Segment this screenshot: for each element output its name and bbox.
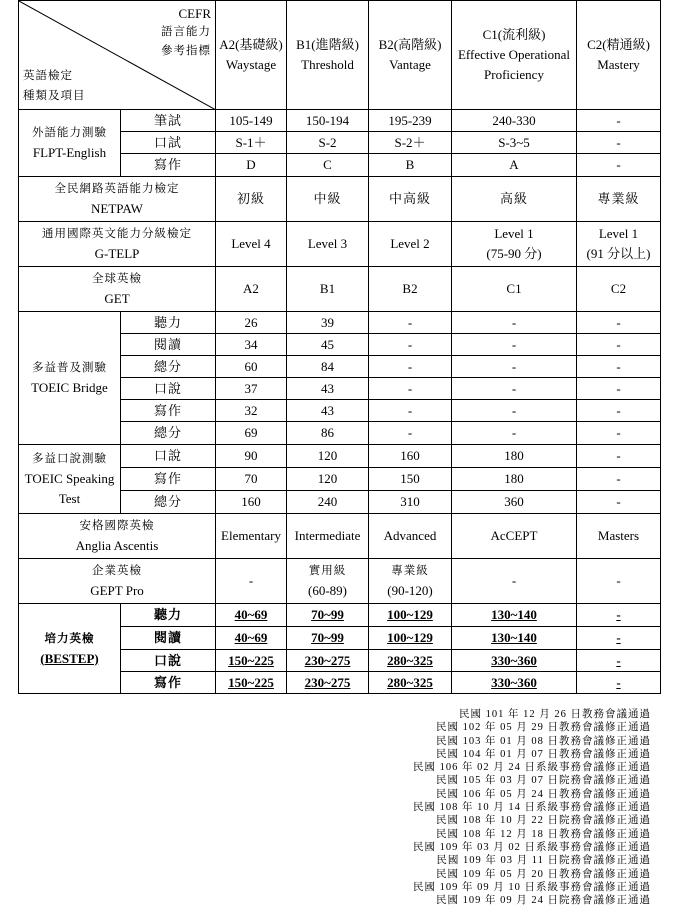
corner-header-cell: [19, 1, 216, 110]
item-label: 口說: [121, 650, 216, 672]
item-label: 寫作: [121, 468, 216, 491]
score-cell: S-2: [287, 132, 369, 154]
score-cell: Advanced: [369, 514, 452, 559]
score-cell: C1: [452, 267, 577, 312]
item-label: 寫作: [121, 672, 216, 694]
score-cell: -: [577, 312, 661, 334]
score-cell: -: [216, 559, 287, 604]
score-cell: 280~325: [369, 650, 452, 672]
score-cell: -: [452, 422, 577, 445]
approval-note: 民國 109 年 03 月 11 日院務會議修正通過: [436, 855, 651, 867]
test-name-toeic-speaking: 多益口說測驗 TOEIC Speaking Test: [19, 445, 121, 514]
item-label: 總分: [121, 422, 216, 445]
score-cell: 310: [369, 491, 452, 514]
score-cell: S-3~5: [452, 132, 577, 154]
corner-cefr: CEFR: [178, 6, 211, 21]
score-cell: 40~69: [216, 627, 287, 650]
item-label: 寫作: [121, 400, 216, 422]
score-cell: -: [577, 468, 661, 491]
test-name-bestep: 培力英檢 (BESTEP): [19, 604, 121, 694]
score-cell: 150~225: [216, 650, 287, 672]
score-cell: Level 1 (75-90 分): [452, 222, 577, 267]
score-cell: 37: [216, 378, 287, 400]
approval-note: 民國 101 年 12 月 26 日教務會議通過: [459, 709, 651, 720]
score-cell: 34: [216, 334, 287, 356]
score-cell: 86: [287, 422, 369, 445]
score-cell: A: [452, 154, 577, 177]
test-name-anglia: 安格國際英檢 Anglia Ascentis: [19, 514, 216, 559]
score-cell: 180: [452, 445, 577, 468]
score-cell: -: [577, 604, 661, 627]
test-name-toeic-bridge: 多益普及測驗 TOEIC Bridge: [19, 312, 121, 445]
approval-note: 民國 108 年 10 月 14 日系級事務會議修正通過: [413, 802, 651, 814]
item-label: 閱讀: [121, 334, 216, 356]
score-cell: -: [452, 378, 577, 400]
score-cell: 39: [287, 312, 369, 334]
level-header-b2: B2(高階級) Vantage: [369, 1, 452, 110]
score-cell: 180: [452, 468, 577, 491]
score-cell: -: [369, 400, 452, 422]
score-cell: Level 1 (91 分以上): [577, 222, 661, 267]
approval-note: 民國 106 年 02 月 24 日系級事務會議修正通過: [413, 762, 651, 774]
score-cell: Level 4: [216, 222, 287, 267]
score-cell: B: [369, 154, 452, 177]
level-header-b1: B1(進階級) Threshold: [287, 1, 369, 110]
score-cell: 43: [287, 378, 369, 400]
score-cell: Level 3: [287, 222, 369, 267]
score-cell: C: [287, 154, 369, 177]
test-name-netpaw: 全民網路英語能力檢定 NETPAW: [19, 177, 216, 222]
score-cell: 中級: [287, 177, 369, 222]
score-cell: -: [452, 400, 577, 422]
score-cell: 32: [216, 400, 287, 422]
score-cell: 69: [216, 422, 287, 445]
score-cell: 160: [369, 445, 452, 468]
corner-test-type: 英語檢定: [23, 70, 73, 82]
item-label: 閱讀: [121, 627, 216, 650]
score-cell: 195-239: [369, 110, 452, 132]
score-cell: D: [216, 154, 287, 177]
level-header-c1: C1(流利級) Effective Operational Proficiency: [452, 1, 577, 110]
item-label: 口說: [121, 445, 216, 468]
score-cell: Elementary: [216, 514, 287, 559]
score-cell: B2: [369, 267, 452, 312]
score-cell: 330~360: [452, 650, 577, 672]
score-cell: 70~99: [287, 627, 369, 650]
approval-note: 民國 108 年 10 月 22 日院務會議修正通過: [436, 815, 651, 827]
score-cell: -: [452, 312, 577, 334]
score-cell: -: [369, 312, 452, 334]
score-cell: S-2＋: [369, 132, 452, 154]
score-cell: -: [577, 378, 661, 400]
score-cell: 130~140: [452, 604, 577, 627]
score-cell: 100~129: [369, 604, 452, 627]
corner-test-item: 種類及項目: [23, 90, 86, 102]
score-cell: 初級: [216, 177, 287, 222]
approval-note: 民國 104 年 01 月 07 日教務會議修正通過: [436, 748, 651, 760]
score-cell: 84: [287, 356, 369, 378]
score-cell: -: [452, 559, 577, 604]
item-label: 筆試: [121, 110, 216, 132]
cefr-mapping-table: [18, 0, 661, 694]
score-cell: 26: [216, 312, 287, 334]
score-cell: 45: [287, 334, 369, 356]
approval-note: 民國 108 年 12 月 18 日教務會議修正通過: [436, 828, 651, 840]
score-cell: Intermediate: [287, 514, 369, 559]
score-cell: 專業級 (90-120): [369, 559, 452, 604]
score-cell: -: [577, 445, 661, 468]
score-cell: 高級: [452, 177, 577, 222]
test-name-gtelp: 通用國際英文能力分級檢定 G-TELP: [19, 222, 216, 267]
test-name-flpt: 外語能力測驗 FLPT-English: [19, 110, 121, 177]
score-cell: -: [577, 491, 661, 514]
score-cell: 70~99: [287, 604, 369, 627]
score-cell: -: [577, 422, 661, 445]
score-cell: Masters: [577, 514, 661, 559]
level-header-a2: A2(基礎級) Waystage: [216, 1, 287, 110]
score-cell: 360: [452, 491, 577, 514]
score-cell: 240: [287, 491, 369, 514]
approval-note: 民國 105 年 03 月 07 日院務會議修正通過: [436, 775, 651, 787]
score-cell: 100~129: [369, 627, 452, 650]
score-cell: S-1＋: [216, 132, 287, 154]
item-label: 聽力: [121, 312, 216, 334]
score-cell: -: [577, 627, 661, 650]
score-cell: 130~140: [452, 627, 577, 650]
score-cell: 120: [287, 445, 369, 468]
score-cell: -: [369, 422, 452, 445]
approval-note: 民國 106 年 05 月 24 日教務會議修正通過: [436, 788, 651, 800]
score-cell: -: [369, 356, 452, 378]
score-cell: 中高級: [369, 177, 452, 222]
score-cell: 150: [369, 468, 452, 491]
score-cell: -: [369, 378, 452, 400]
approval-history: [413, 708, 651, 907]
item-label: 口試: [121, 132, 216, 154]
score-cell: 105-149: [216, 110, 287, 132]
approval-note: 民國 109 年 09 月 24 日院務會議修正通過: [436, 895, 651, 907]
score-cell: 40~69: [216, 604, 287, 627]
score-cell: B1: [287, 267, 369, 312]
approval-note: 民國 102 年 05 月 29 日教務會議修正通過: [436, 722, 651, 734]
score-cell: 70: [216, 468, 287, 491]
approval-note: 民國 109 年 09 月 10 日系級事務會議修正通過: [413, 881, 651, 893]
score-cell: 60: [216, 356, 287, 378]
test-name-get: 全球英檢 GET: [19, 267, 216, 312]
score-cell: 330~360: [452, 672, 577, 694]
score-cell: -: [577, 334, 661, 356]
score-cell: 230~275: [287, 650, 369, 672]
item-label: 口說: [121, 378, 216, 400]
score-cell: 90: [216, 445, 287, 468]
score-cell: AcCEPT: [452, 514, 577, 559]
score-cell: -: [577, 400, 661, 422]
score-cell: A2: [216, 267, 287, 312]
score-cell: 240-330: [452, 110, 577, 132]
score-cell: C2: [577, 267, 661, 312]
score-cell: -: [577, 154, 661, 177]
score-cell: 230~275: [287, 672, 369, 694]
score-cell: -: [577, 650, 661, 672]
score-cell: -: [577, 132, 661, 154]
level-header-c2: C2(精通級) Mastery: [577, 1, 661, 110]
score-cell: -: [577, 672, 661, 694]
corner-language-ability: 語言能力: [161, 26, 211, 38]
score-cell: 實用級 (60-89): [287, 559, 369, 604]
item-label: 寫作: [121, 154, 216, 177]
score-cell: 43: [287, 400, 369, 422]
score-cell: -: [452, 356, 577, 378]
score-cell: 150~225: [216, 672, 287, 694]
score-cell: 120: [287, 468, 369, 491]
score-cell: -: [369, 334, 452, 356]
item-label: 聽力: [121, 604, 216, 627]
score-cell: 150-194: [287, 110, 369, 132]
item-label: 總分: [121, 491, 216, 514]
approval-note: 民國 103 年 01 月 08 日教務會議修正通過: [436, 735, 651, 747]
score-cell: 280~325: [369, 672, 452, 694]
approval-note: 民國 109 年 05 月 20 日教務會議修正通過: [436, 868, 651, 880]
score-cell: -: [577, 559, 661, 604]
score-cell: 160: [216, 491, 287, 514]
score-cell: -: [452, 334, 577, 356]
corner-reference: 參考指標: [161, 45, 211, 57]
score-cell: Level 2: [369, 222, 452, 267]
score-cell: 專業級: [577, 177, 661, 222]
approval-note: 民國 109 年 03 月 02 日系級事務會議修正通過: [413, 841, 651, 853]
item-label: 總分: [121, 356, 216, 378]
score-cell: -: [577, 110, 661, 132]
score-cell: -: [577, 356, 661, 378]
test-name-gept-pro: 企業英檢 GEPT Pro: [19, 559, 216, 604]
